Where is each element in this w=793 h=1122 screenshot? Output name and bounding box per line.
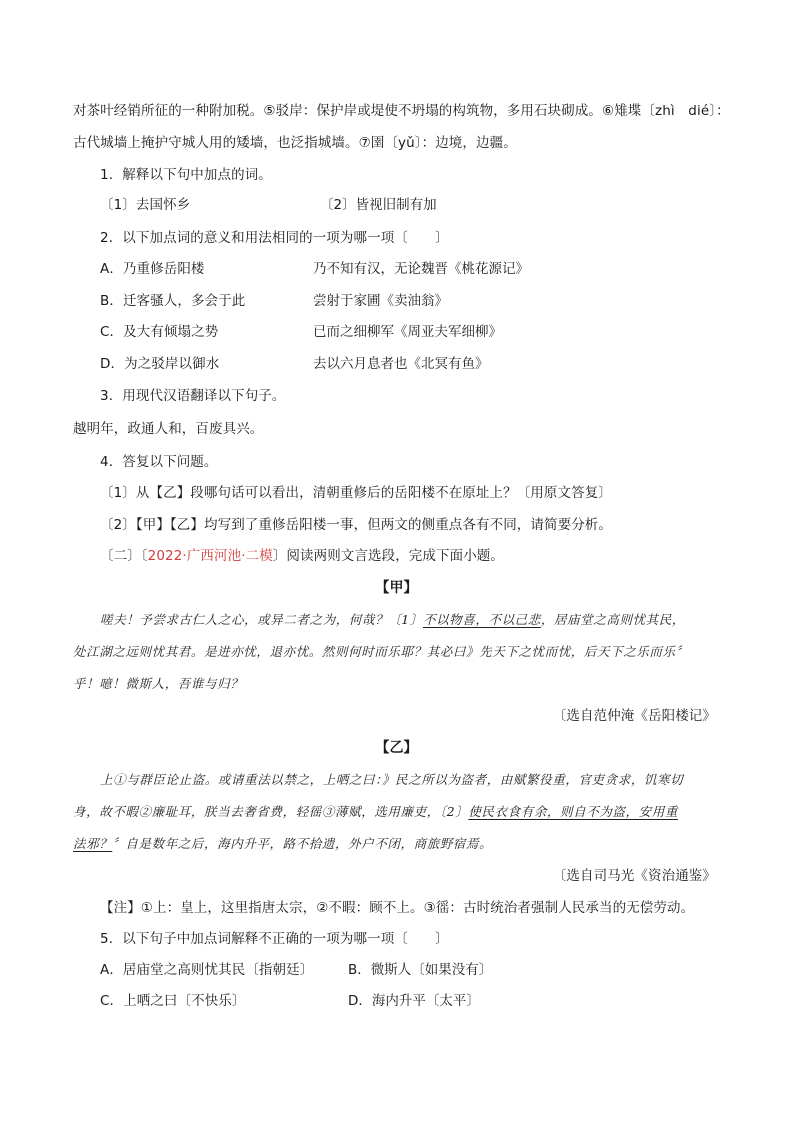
passage-jia-text-b: ，居庙堂之高则忧其民， [540,612,685,627]
question-2-option-c-compare: 已而之细柳军《周亚夫军细柳》 [313,324,502,340]
passage-jia-line-3: 乎！噫！微斯人，吾谁与归？ [73,676,244,691]
question-2: 2．以下加点词的意义和用法相同的一项为哪一项〔 〕 [100,230,449,246]
question-2-option-d-compare: 去以六月息者也《北冥有鱼》 [313,356,489,372]
passage-jia-line-1 [100,610,685,630]
question-5-option-a: A．居庙堂之高则忧其民〔指朝廷〕 [100,962,314,978]
annotation-line-1: 对茶叶经销所征的一种附加税。⑤驳岸：保护岸或堤使不坍塌的构筑物，多用石块砌成。⑥雉堞〔zhì dié〕： [73,103,730,119]
passage-yi-title: 【乙】 [375,740,418,756]
passage-jia-line-2: 处江湖之远则忧其君。是进亦忧，退亦忧。然则何时而乐耶？其必曰》先天下之忧而忧，后天下之乐而乐〞 [73,644,689,659]
passage-yi-underlined-2: 法邪？ [73,836,113,851]
passage-yi-line-3 [73,834,492,854]
question-2-option-b: B．迁客骚人，多会于此 [100,293,246,309]
section-2-heading [100,546,504,566]
passage-yi-line-1: 上①与群臣论止盗。或请重法以禁之，上哂之曰：》民之所以为盗者，由赋繁役重，官吏贪求，饥寒切 [100,772,684,787]
section-2-suffix: 〕阅读两则文言选段，完成下面小题。 [272,548,504,564]
question-1: 1．解释以下句中加点的词。 [100,167,272,183]
question-5-option-b: B．微斯人〔如果没有〕 [348,962,493,978]
passage-jia-text-a: 嗟夫！予尝求古仁人之心，或异二者之为，何哉？〔1〕 [100,612,423,627]
question-2-option-c: C．及大有倾塌之势 [100,324,219,340]
footnote: 【注】①上：皇上，这里指唐太宗，②不暇：顾不上。③徭：古时统治者强制人民承当的无偿劳动。 [100,900,695,916]
passage-yi-text-b: 〞自是数年之后，海内升平，路不拾遗，外户不闭，商旅野宿焉。 [112,836,493,851]
question-5-option-c: C．上哂之曰〔不快乐〕 [100,993,246,1009]
passage-yi-text-a: 身，故不暇②廉耻耳，朕当去奢省费，轻徭③薄赋，选用廉吏，〔2〕 [73,804,469,819]
passage-yi-source: 〔选自司马光《资治通鉴》 [552,868,716,884]
question-2-option-a: A．乃重修岳阳楼 [100,261,205,277]
question-4-item-2: 〔2〕【甲】【乙】均写到了重修岳阳楼一事，但两文的侧重点各有不同，请简要分析。 [100,517,612,533]
question-2-option-a-compare: 乃不知有汉，无论魏晋《桃花源记》 [313,261,529,277]
question-5: 5．以下句子中加点词解释不正确的一项为哪一项〔 〕 [100,931,449,947]
question-4: 4．答复以下问题。 [100,454,218,470]
section-2-prefix: 〔二〕〔 [100,548,148,564]
passage-jia-title: 【甲】 [375,580,418,596]
passage-jia-source: 〔选自范仲淹《岳阳楼记》 [552,708,716,724]
question-4-item-1: 〔1〕从【乙】段哪句话可以看出，清朝重修后的岳阳楼不在原址上？〔用原文答复〕 [100,485,612,501]
question-2-option-d: D．为之驳岸以御水 [100,356,220,372]
question-1-item-2: 〔2〕皆视旧制有加 [320,197,437,213]
question-2-option-b-compare: 尝射于家圃《卖油翁》 [313,293,448,309]
passage-jia-underlined: 不以物喜，不以己悲 [422,612,541,627]
passage-yi-underlined-1: 使民衣食有余，则自不为盗，安用重 [468,804,678,819]
annotation-line-2: 古代城墙上掩护守城人用的矮墙，也泛指城墙。⑦圉〔yǔ〕：边境，边疆。 [73,135,517,151]
question-5-option-d: D．海内升平〔太平〕 [348,993,480,1009]
question-1-item-1: 〔1〕去国怀乡 [100,197,191,213]
section-2-source: 2022·广西河池·二模 [147,548,273,564]
passage-yi-line-2 [73,802,678,822]
question-3-sentence: 越明年，政通人和，百废具兴。 [73,421,264,437]
question-3: 3．用现代汉语翻译以下句子。 [100,388,286,404]
